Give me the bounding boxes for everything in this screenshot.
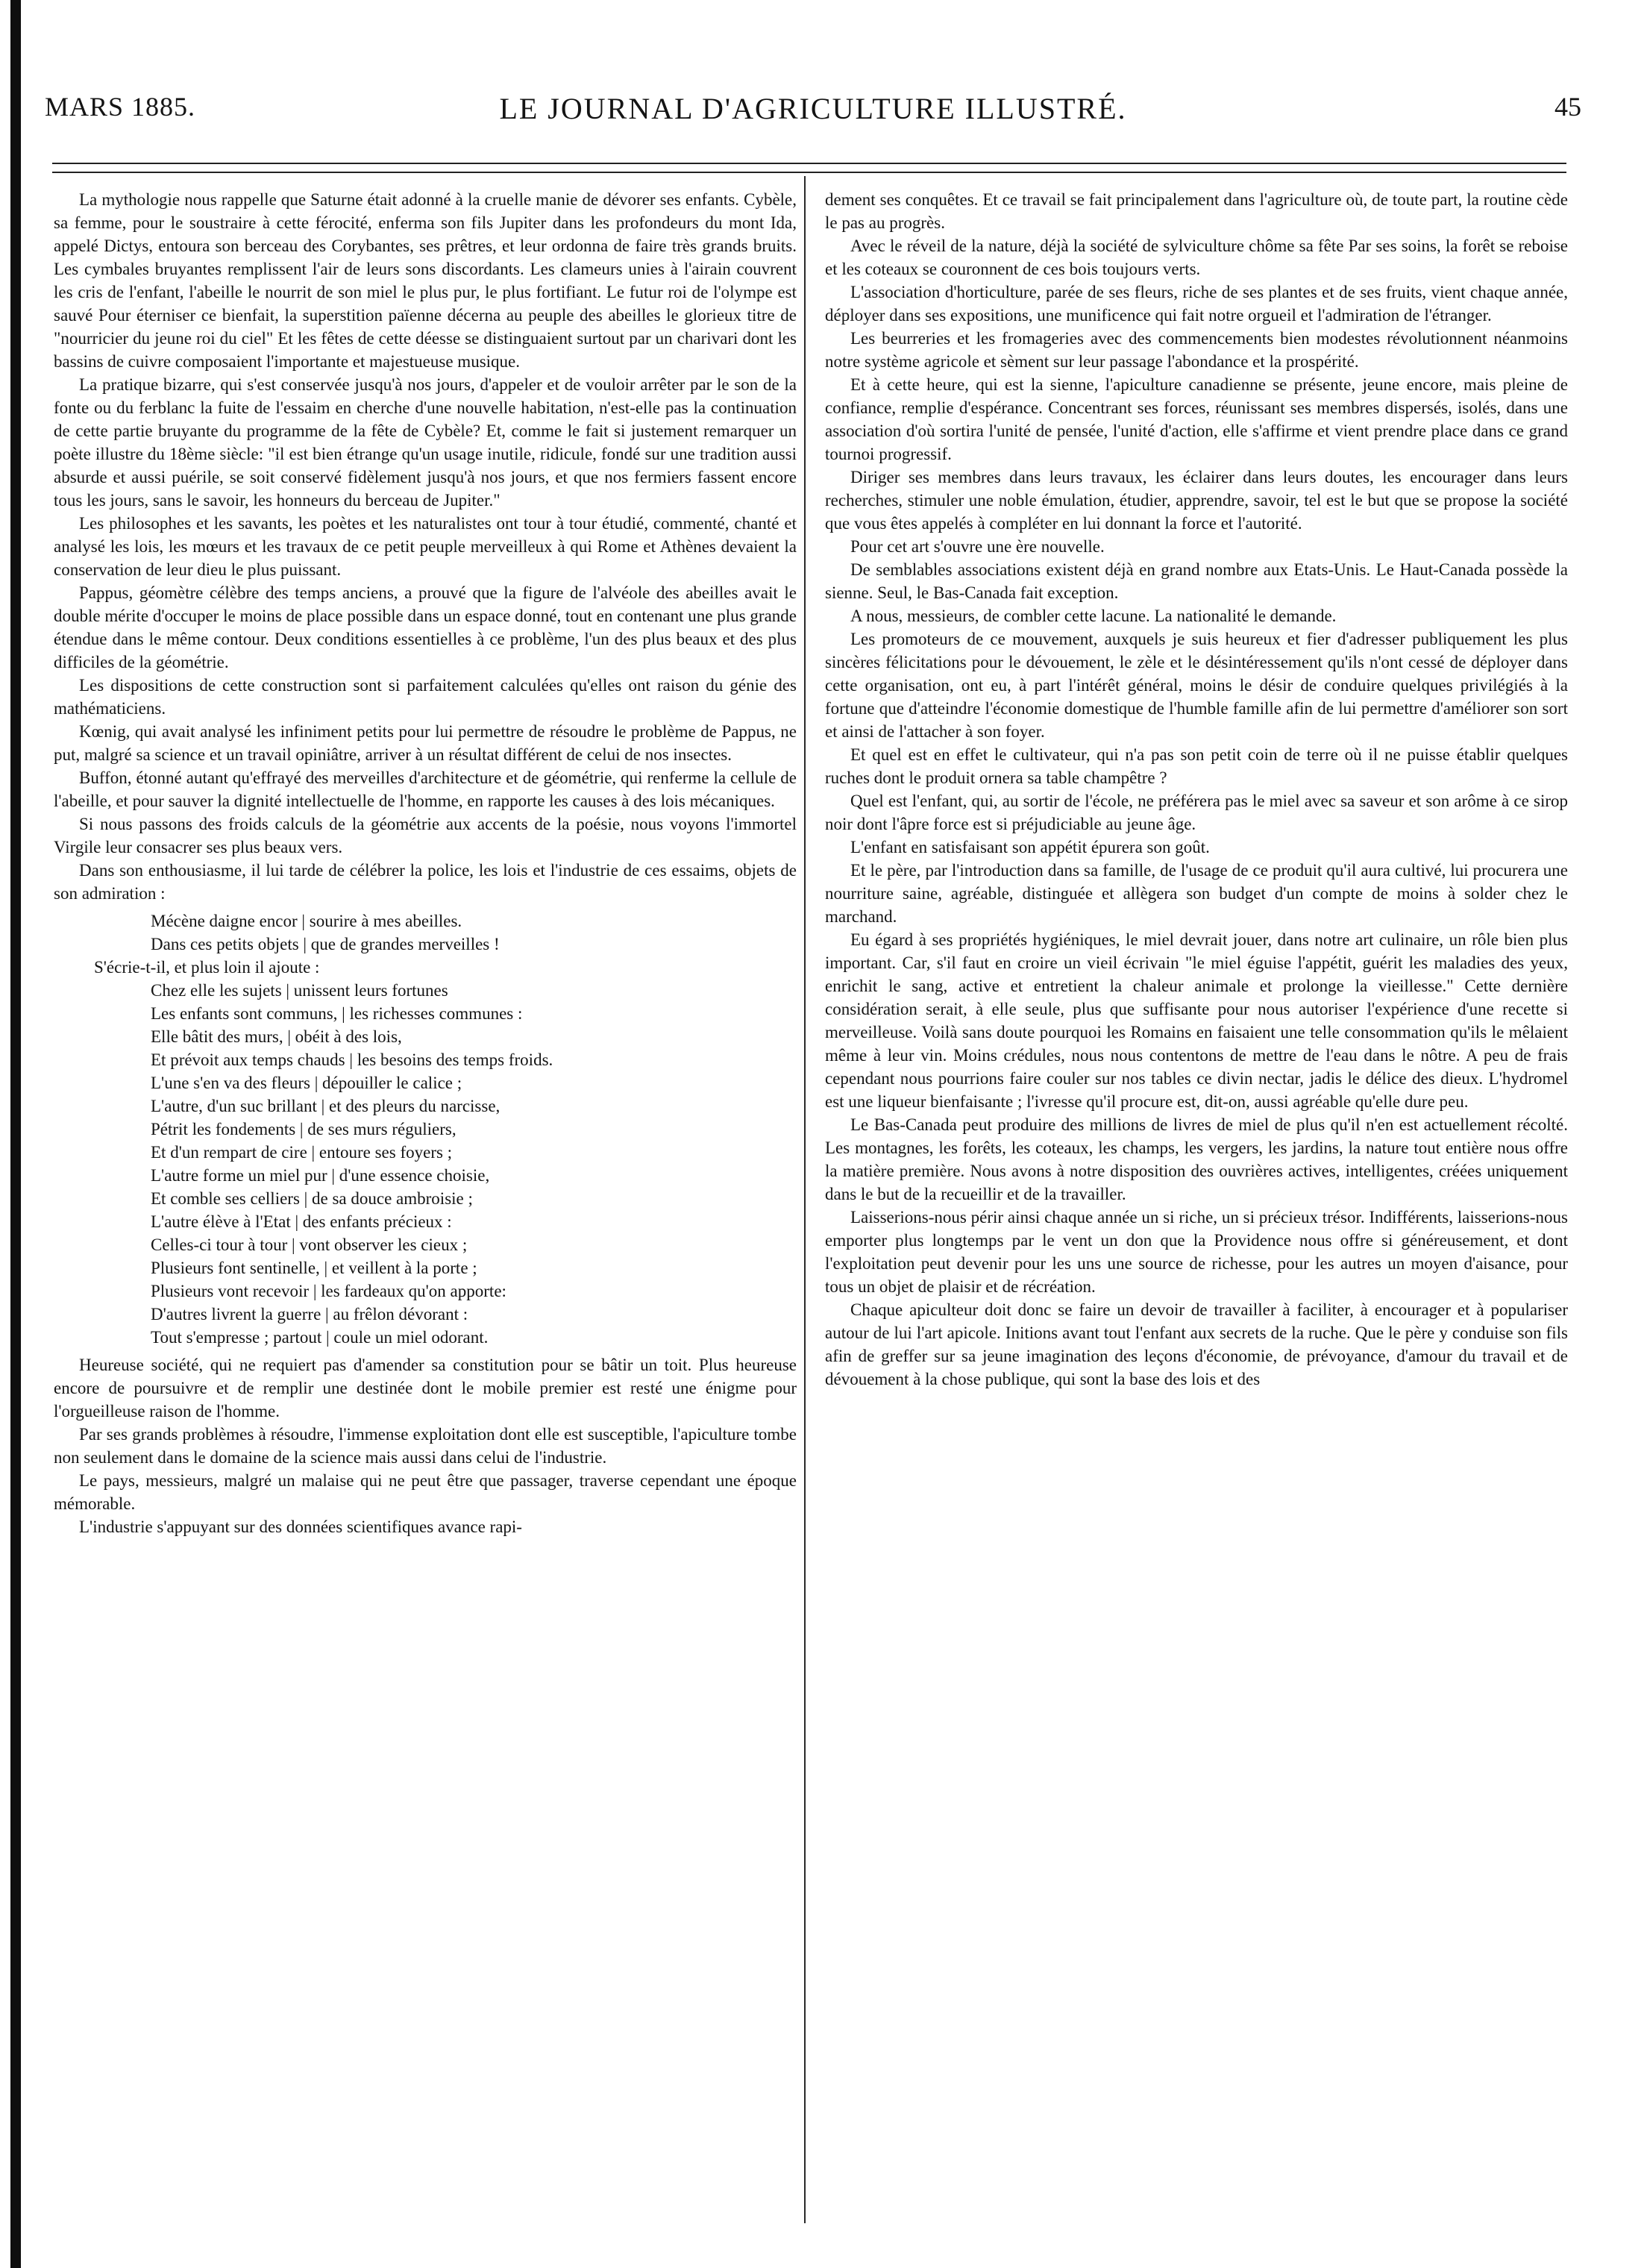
paragraph: A nous, messieurs, de combler cette lacune. La nationalité le demande. <box>850 607 1337 625</box>
paragraph: La pratique bizarre, qui s'est conservée jusqu'à nos jours, d'appeler et de vouloir arrêter par le son de la fonte ou du ferblanc la fuite de l'essaim en cherche d'une nouvelle habitation, n'est-elle pas la continuation de cette partie bruyante du programme de la fête de Cybèle? Et, comme le fait si justement remarquer un poète illustre du 18ème siècle: "il est bien étrange qu'un usage inutile, ridicule, fondé sur une tradition aussi absurde et aussi puérile, se soit conservé fidèlement jusqu'à nos jours, et que nos fermiers fassent encore tous les jours, sans le savoir, les honneurs du berceau de Jupiter." <box>54 375 797 510</box>
paragraph: L'industrie s'appuyant sur des données scientifiques avance rapi- <box>79 1517 522 1536</box>
verse-line: Et d'un rempart de cire | entoure ses foyers ; <box>151 1143 453 1162</box>
paragraph: Diriger ses membres dans leurs travaux, les éclairer dans leurs doutes, les encourager dans leurs recherches, stimuler une noble émulation, étudier, apprendre, savoir, tel est le but que se propose la société que vous êtes appelés à compléter en lui donnant la force et l'autorité. <box>825 468 1568 533</box>
verse-line: Tout s'empresse ; partout | coule un miel odorant. <box>151 1328 489 1347</box>
journal-title: LE JOURNAL D'AGRICULTURE ILLUSTRÉ. <box>499 92 1127 125</box>
verse-line: Les enfants sont communs, | les richesses communes : <box>151 1004 523 1023</box>
verse-line: Plusieurs font sentinelle, | et veillent à la porte ; <box>151 1259 477 1277</box>
paragraph: Avec le réveil de la nature, déjà la société de sylviculture chôme sa fête Par ses soins, la forêt se reboise et les coteaux se couronnent de ces bois toujours verts. <box>825 236 1568 278</box>
paragraph: Kœnig, qui avait analysé les infiniment petits pour lui permettre de résoudre le problème de Pappus, ne put, malgré sa science et un travail opiniâtre, arriver à un résultat différent de celui de nos insectes. <box>54 722 797 764</box>
paragraph: Buffon, étonné autant qu'effrayé des merveilles d'architecture et de géométrie, qui renferme la cellule de l'abeille, et pour sauver la dignité intellectuelle de l'homme, en rapporte les causes à des lois mécaniques. <box>54 768 797 810</box>
paragraph: La mythologie nous rappelle que Saturne était adonné à la cruelle manie de dévorer ses enfants. Cybèle, sa femme, pour le soustraire à cette férocité, enferma son fils Jupiter dans les profondeurs du mont Ida, appelé Dictys, entoura son berceau des Corybantes, ses prêtres, et leur ordonna de faire très grands bruits. Les cymbales bruyantes remplissent l'air de leurs sons discordants. Les clameurs unies à l'airain couvrent les cris de l'enfant, l'abeille le nourrit de son miel le plus pur, le plus fortifiant. Le futur roi de l'olympe est sauvé Pour éterniser ce bienfait, la superstition païenne décerna au peuple des abeilles le glorieux titre de "nourricier du jeune roi du ciel" Et les fêtes de cette déesse se distinguaient surtout par un charivari dont les bassins de cuivre composaient l'importante et majestueuse musique. <box>54 190 797 371</box>
page-number: 45 <box>1554 92 1581 122</box>
paragraph: Laisserions-nous périr ainsi chaque année un si riche, un si précieux trésor. Indifférents, laisserions-nous emporter plus longtemps par le vent un don que la Providence nous offre si généreusement, et dont l'exploitation peut devenir pour les uns une source de richesse, pour les autres un moyen d'aisance, pour tous un objet de plaisir et de récréation. <box>825 1208 1568 1296</box>
paragraph: Eu égard à ses propriétés hygiéniques, le miel devrait jouer, dans notre art culinaire, un rôle bien plus important. Car, s'il faut en croire un vieil écrivain "le miel éguise l'appétit, guérit les maladies des yeux, enrichit le sang, active et entretient la chaleur animale et prolonge la vieillesse." Cette dernière considération serait, à elle seule, plus que suffisante pour nous autoriser l'expérience d'une recette si merveilleuse. Voilà sans doute pourquoi les Romains en faisaient une telle consommation qu'ils le mêlaient même à leur vin. Moins crédules, nous nous contentons de mettre de l'eau dans le nôtre. A peu de frais cependant nous pourrions faire couler sur nos tables ce divin nectar, jadis le délice des dieux. L'hydromel est une liqueur bienfaisante ; l'ivresse qu'il procure est, dit-on, aussi agréable qu'elle dure peu. <box>825 930 1568 1111</box>
paragraph: Chaque apiculteur doit donc se faire un devoir de travailler à faciliter, à encourager et à populariser autour de lui l'art apicole. Initions avant tout l'enfant aux secrets de la ruche. Que le père y conduise son fils afin de greffer sur sa jeune imagination des leçons d'économie, de prévoyance, d'amour du travail et de dévouement à la chose publique, qui sont la base des lois et des <box>825 1300 1568 1388</box>
paragraph: Pour cet art s'ouvre une ère nouvelle. <box>850 537 1105 556</box>
paragraph: Pappus, géomètre célèbre des temps anciens, a prouvé que la figure de l'alvéole des abeilles avait le double mérite d'occuper le moins de place possible dans un espace donné, tout en contenant une plus grande étendue dans le même contour. Deux conditions essentielles à ce problème, l'un des plus beaux et des plus difficiles de la géométrie. <box>54 583 797 671</box>
paragraph: Et à cette heure, qui est la sienne, l'apiculture canadienne se présente, jeune encore, mais pleine de confiance, remplie d'espérance. Concentrant ses forces, réunissant ses membres dispersés, isolés, dans une association d'où sortira l'unité de pensée, l'unité d'action, elle s'affirme et vient prendre place dans ce grand tournoi progressif. <box>825 375 1568 463</box>
paragraph: Les promoteurs de ce mouvement, auxquels je suis heureux et fier d'adresser publiquement les plus sincères félicitations pour le dévouement, le zèle et le désintéressement qu'ils n'ont cessé de déployer dans cette organisation, ont eu, à part l'intérêt général, moins le désir de conduire quelques privilégiés à la fortune que d'atteindre l'économie domestique de l'humble famille afin de lui permettre d'améliorer son sort et ainsi de l'attacher à son foyer. <box>825 630 1568 741</box>
verse-line: Chez elle les sujets | unissent leurs fortunes <box>151 981 448 1000</box>
verse-line: L'autre, d'un suc brillant | et des pleurs du narcisse, <box>151 1097 501 1115</box>
binding-edge <box>10 0 21 2268</box>
paragraph: Et quel est en effet le cultivateur, qui n'a pas son petit coin de terre où il ne puisse établir quelques ruches dont le produit ornera sa table champêtre ? <box>825 745 1568 787</box>
paragraph: dement ses conquêtes. Et ce travail se fait principalement dans l'agriculture où, de toute part, la routine cède le pas au progrès. <box>825 190 1568 232</box>
verse-line: L'autre élève à l'Etat | des enfants précieux : <box>151 1212 452 1231</box>
issue-date: MARS 1885. <box>45 92 196 122</box>
paragraph: Quel est l'enfant, qui, au sortir de l'école, ne préférera pas le miel avec sa saveur et son arôme à ce sirop noir dont l'âpre force est si préjudiciable au jeune âge. <box>825 792 1568 833</box>
paragraph: Le Bas-Canada peut produire des millions de livres de miel de plus qu'il n'en est actuellement récolté. Les montagnes, les forêts, les coteaux, les champs, les vergers, les jardins, la nature tout entière nous offre la matière première. Nous avons à notre disposition des ouvrières actives, intelligentes, créées uniquement dans le but de la recueillir et de la travailler. <box>825 1115 1568 1203</box>
verse-line: Plusieurs vont recevoir | les fardeaux qu'on apporte: <box>151 1282 506 1300</box>
verse-line: L'autre forme un miel pur | d'une essence choisie, <box>151 1166 490 1185</box>
verse-line: Celles-ci tour à tour | vont observer les cieux ; <box>151 1235 468 1254</box>
verse-block <box>54 909 797 1349</box>
paragraph: De semblables associations existent déjà en grand nombre aux Etats-Unis. Le Haut-Canada possède la sienne. Seul, le Bas-Canada fait exception. <box>825 560 1568 602</box>
verse-line: Dans ces petits objets | que de grandes merveilles ! <box>151 935 500 953</box>
verse-line: Pétrit les fondements | de ses murs réguliers, <box>151 1120 457 1138</box>
paragraph: Si nous passons des froids calculs de la géométrie aux accents de la poésie, nous voyons l'immortel Virgile leur consacrer ses plus beaux vers. <box>54 815 797 856</box>
paragraph: Dans son enthousiasme, il lui tarde de célébrer la police, les lois et l'industrie de ces essaims, objets de son admiration : <box>54 861 797 903</box>
verse-line: Mécène daigne encor | sourire à mes abeilles. <box>151 912 462 930</box>
verse-line: Et comble ses celliers | de sa douce ambroisie ; <box>151 1189 473 1208</box>
right-column <box>825 188 1568 1391</box>
column-divider <box>804 176 806 2223</box>
paragraph: Heureuse société, qui ne requiert pas d'amender sa constitution pour se bâtir un toit. Plus heureuse encore de poursuivre et de remplir une destinée dont le mobile premier est resté une énigme pour l'orgueilleuse raison de l'homme. <box>54 1356 797 1420</box>
paragraph: Les philosophes et les savants, les poètes et les naturalistes ont tour à tour étudié, commenté, chanté et analysé les lois, les mœurs et les travaux de ce petit peuple merveilleux à qui Rome et Athènes devaient la conservation de leur dieu le plus puissant. <box>54 514 797 579</box>
paragraph: Par ses grands problèmes à résoudre, l'immense exploitation dont elle est susceptible, l'apiculture tombe non seulement dans le domaine de la science mais aussi dans celui de l'industrie. <box>54 1425 797 1467</box>
paragraph: Les beurreries et les fromageries avec des commencements bien modestes révolutionnent néanmoins notre système agricole et sèment sur leur passage l'abondance et la prospérité. <box>825 329 1568 371</box>
paragraph: L'enfant en satisfaisant son appétit épurera son goût. <box>850 838 1210 856</box>
verse-line: D'autres livrent la guerre | au frêlon dévorant : <box>151 1305 468 1323</box>
verse-line: Elle bâtit des murs, | obéit à des lois, <box>151 1027 402 1046</box>
verse-line: L'une s'en va des fleurs | dépouiller le calice ; <box>151 1074 462 1092</box>
paragraph: Le pays, messieurs, malgré un malaise qui ne peut être que passager, traverse cependant une époque mémorable. <box>54 1471 797 1513</box>
left-column <box>54 188 797 1538</box>
verse-line: Et prévoit aux temps chauds | les besoins des temps froids. <box>151 1050 553 1069</box>
verse-intro: S'écrie-t-il, et plus loin il ajoute : <box>94 958 320 977</box>
paragraph: Et le père, par l'introduction dans sa famille, de l'usage de ce produit qu'il aura cultivé, lui procurera une nourriture saine, agréable, distinguée et allègera son budget d'un compte de moins à solder chez le marchand. <box>825 861 1568 926</box>
paragraph: L'association d'horticulture, parée de ses fleurs, riche de ses plantes et de ses fruits, vient chaque année, déployer dans ses expositions, une munificence qui fait notre orgueil et l'admiration de l'étranger. <box>825 283 1568 325</box>
paragraph: Les dispositions de cette construction sont si parfaitement calculées qu'elles ont raison du génie des mathématiciens. <box>54 676 797 718</box>
page-header <box>45 91 1581 136</box>
header-rule-bottom <box>52 172 1566 173</box>
header-rule-top <box>52 163 1566 164</box>
